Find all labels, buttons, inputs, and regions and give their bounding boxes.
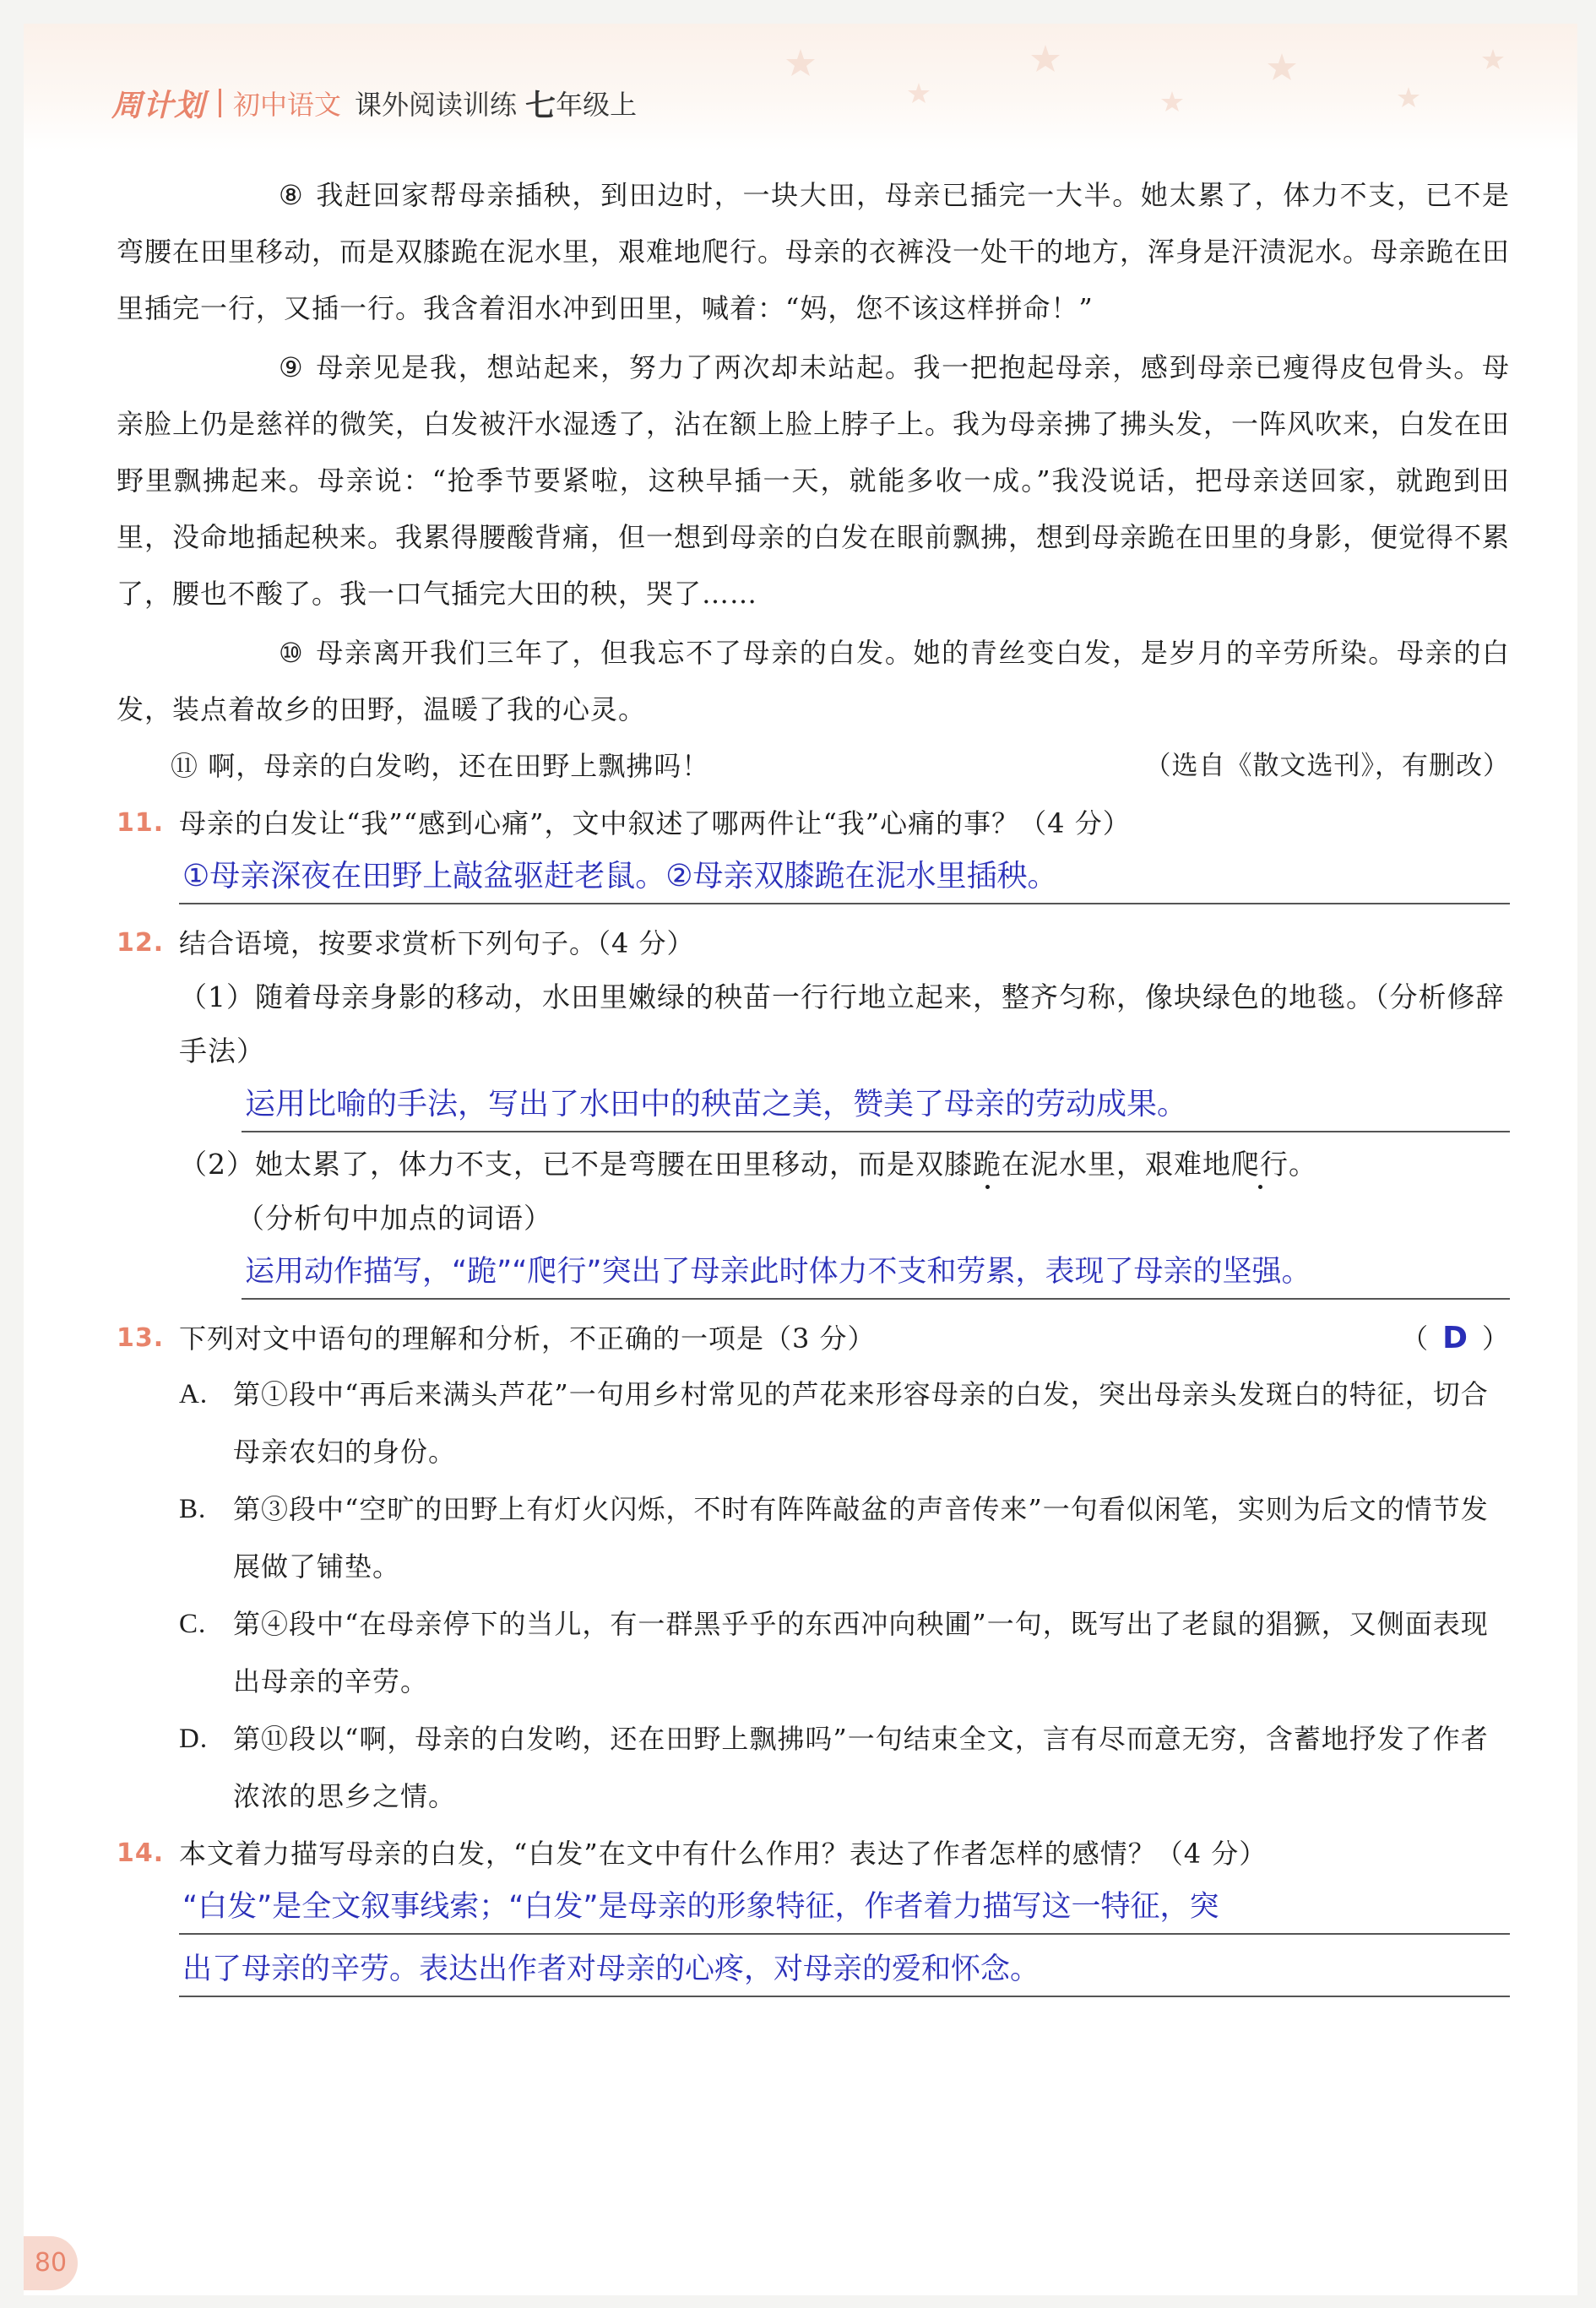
question-text: 结合语境，按要求赏析下列句子。（4 分） [179,927,695,959]
header-divider [219,89,221,117]
question-text: 本文着力描写母亲的白发，“白发”在文中有什么作用？表达了作者怎样的感情？（4 分） [179,1838,1268,1870]
option-text: 第⑪段以“啊，母亲的白发哟，还在田野上飘拂吗”一句结束全文，言有尽而意无穷，含蓄地抒发了作者浓浓的思乡之情。 [233,1723,1489,1812]
option-c [179,1595,1510,1710]
grade-label: 年级上 [556,89,638,121]
page-header [111,78,637,128]
subquestion-2-note: （分析句中加点的词语） [236,1202,552,1235]
paragraph-8 [117,167,1510,337]
sub2-prefix: （2）她太累了，体力不支，已不是弯腰在田里移动，而是双膝 [179,1148,973,1181]
question-number: 14. [117,1838,165,1868]
paragraph-9 [117,339,1510,622]
page-content [117,167,1510,1997]
sub2-suffix: 。 [1289,1148,1317,1181]
question-13 [117,1311,1510,1825]
question-14 [117,1827,1510,1997]
option-text: 第③段中“空旷的田野上有灯火闪烁，不时有阵阵敲盆的声音传来”一句看似闲笔，实则为后文的情节发展做了铺垫。 [233,1493,1489,1583]
answer-line-1: “白发”是全文叙事线索；“白发”是母亲的形象特征，作者着力描写这一特征，突 [179,1881,1510,1935]
paragraph-text: 我赶回家帮母亲插秧，到田边时，一块大田，母亲已插完一大半。她太累了，体力不支，已不是弯腰在田里移动，而是双膝跪在泥水里，艰难地爬行。母亲的衣裤没一处干的地方，浑身是汗渍泥水。母亲跪在田里插完一行，又插一行。我含着泪水冲到田里，喊着：“妈，您不该这样拼命！” [117,179,1511,324]
paragraph-10 [117,625,1510,738]
question-12 [117,916,1510,1300]
chosen-answer: D [1442,1321,1468,1355]
brand-logo: 周计划 [111,88,206,123]
paragraph-text: 啊，母亲的白发哟，还在田野上飘拂吗！ [208,750,710,782]
workbook-page [24,24,1577,2295]
paragraph-number: ⑧ [279,179,304,211]
dotted-word-crawl: 爬行 [1231,1148,1289,1181]
question-text: 下列对文中语句的理解和分析，不正确的一项是（3 分） [179,1322,876,1355]
paragraph-number: ⑨ [279,351,304,383]
answer-bracket: （ D ） [1401,1321,1510,1355]
option-a [179,1366,1510,1480]
answer-line: ①母亲深夜在田野上敲盆驱赶老鼠。②母亲双膝跪在泥水里插秧。 [179,850,1510,904]
option-d [179,1710,1510,1825]
option-text: 第④段中“在母亲停下的当儿，有一群黑乎乎的东西冲向秧圃”一句，既写出了老鼠的猖獗，又侧面表现出母亲的辛劳。 [233,1608,1489,1697]
option-key: B. [179,1494,207,1524]
grade-number: 七 [525,88,556,123]
subquestion-2-text [179,1138,1510,1192]
question-text: 母亲的白发让“我”“感到心痛”，文中叙述了哪两件让“我”心痛的事？（4 分） [179,807,1131,839]
subquestion-2-answer: 运用动作描写，“跪”“爬行”突出了母亲此时体力不支和劳累，表现了母亲的坚强。 [242,1246,1510,1300]
subquestion-1-answer: 运用比喻的手法，写出了水田中的秧苗之美，赞美了母亲的劳动成果。 [242,1078,1510,1132]
header-band [24,24,1577,150]
paragraph-number: ⑪ [171,750,199,782]
paragraph-text: 母亲见是我，想站起来，努力了两次却未站起。我一把抱起母亲，感到母亲已瘦得皮包骨头。母亲脸上仍是慈祥的微笑，白发被汗水湿透了，沾在额上脸上脖子上。我为母亲拂了拂头发，一阵风吹来，白发在田野里飘拂起来。母亲说：“抢季节要紧啦，这秧早插一天，就能多收一成。”我没说话，把母亲送回家，就跑到田里，没命地插起秧来。我累得腰酸背痛，但一想到母亲的白发在眼前飘拂，想到母亲跪在田里的身影，便觉得不累了，腰也不酸了。我一口气插完大田的秧，哭了…… [117,351,1511,610]
option-key: D. [179,1724,209,1754]
option-key: A. [179,1379,209,1409]
series-title: 课外阅读训练 [355,89,518,121]
option-text: 第①段中“再后来满头芦花”一句用乡村常见的芦花来形容母亲的白发，突出母亲头发斑白的特征，切合母亲农妇的身份。 [233,1378,1489,1468]
sub2-middle: 在泥水里，艰难地 [1002,1148,1231,1181]
paragraph-11 [117,738,1510,795]
question-number: 13. [117,1323,165,1353]
paragraph-number: ⑩ [279,637,304,669]
option-b [179,1480,1510,1595]
question-number: 12. [117,928,165,958]
question-number: 11. [117,808,165,838]
answer-line-2: 出了母亲的辛劳。表达出作者对母亲的心疼，对母亲的爱和怀念。 [179,1943,1510,1997]
option-key: C. [179,1609,207,1639]
dotted-word-kneel: 跪 [973,1148,1002,1181]
question-11 [117,796,1510,904]
paragraph-text: 母亲离开我们三年了，但我忘不了母亲的白发。她的青丝变白发，是岁月的辛劳所染。母亲的白发，装点着故乡的田野，温暖了我的心灵。 [117,637,1510,725]
star-pattern-decoration [767,32,1527,142]
page-number: 80 [24,2236,78,2290]
source-citation: （选自《散文选刊》，有删改） [1144,751,1510,781]
subquestion-1-text: （1）随着母亲身影的移动，水田里嫩绿的秧苗一行行地立起来，整齐匀称，像块绿色的地毯。（分析修辞手法） [179,980,1505,1067]
subject-label: 初中语文 [233,89,342,121]
